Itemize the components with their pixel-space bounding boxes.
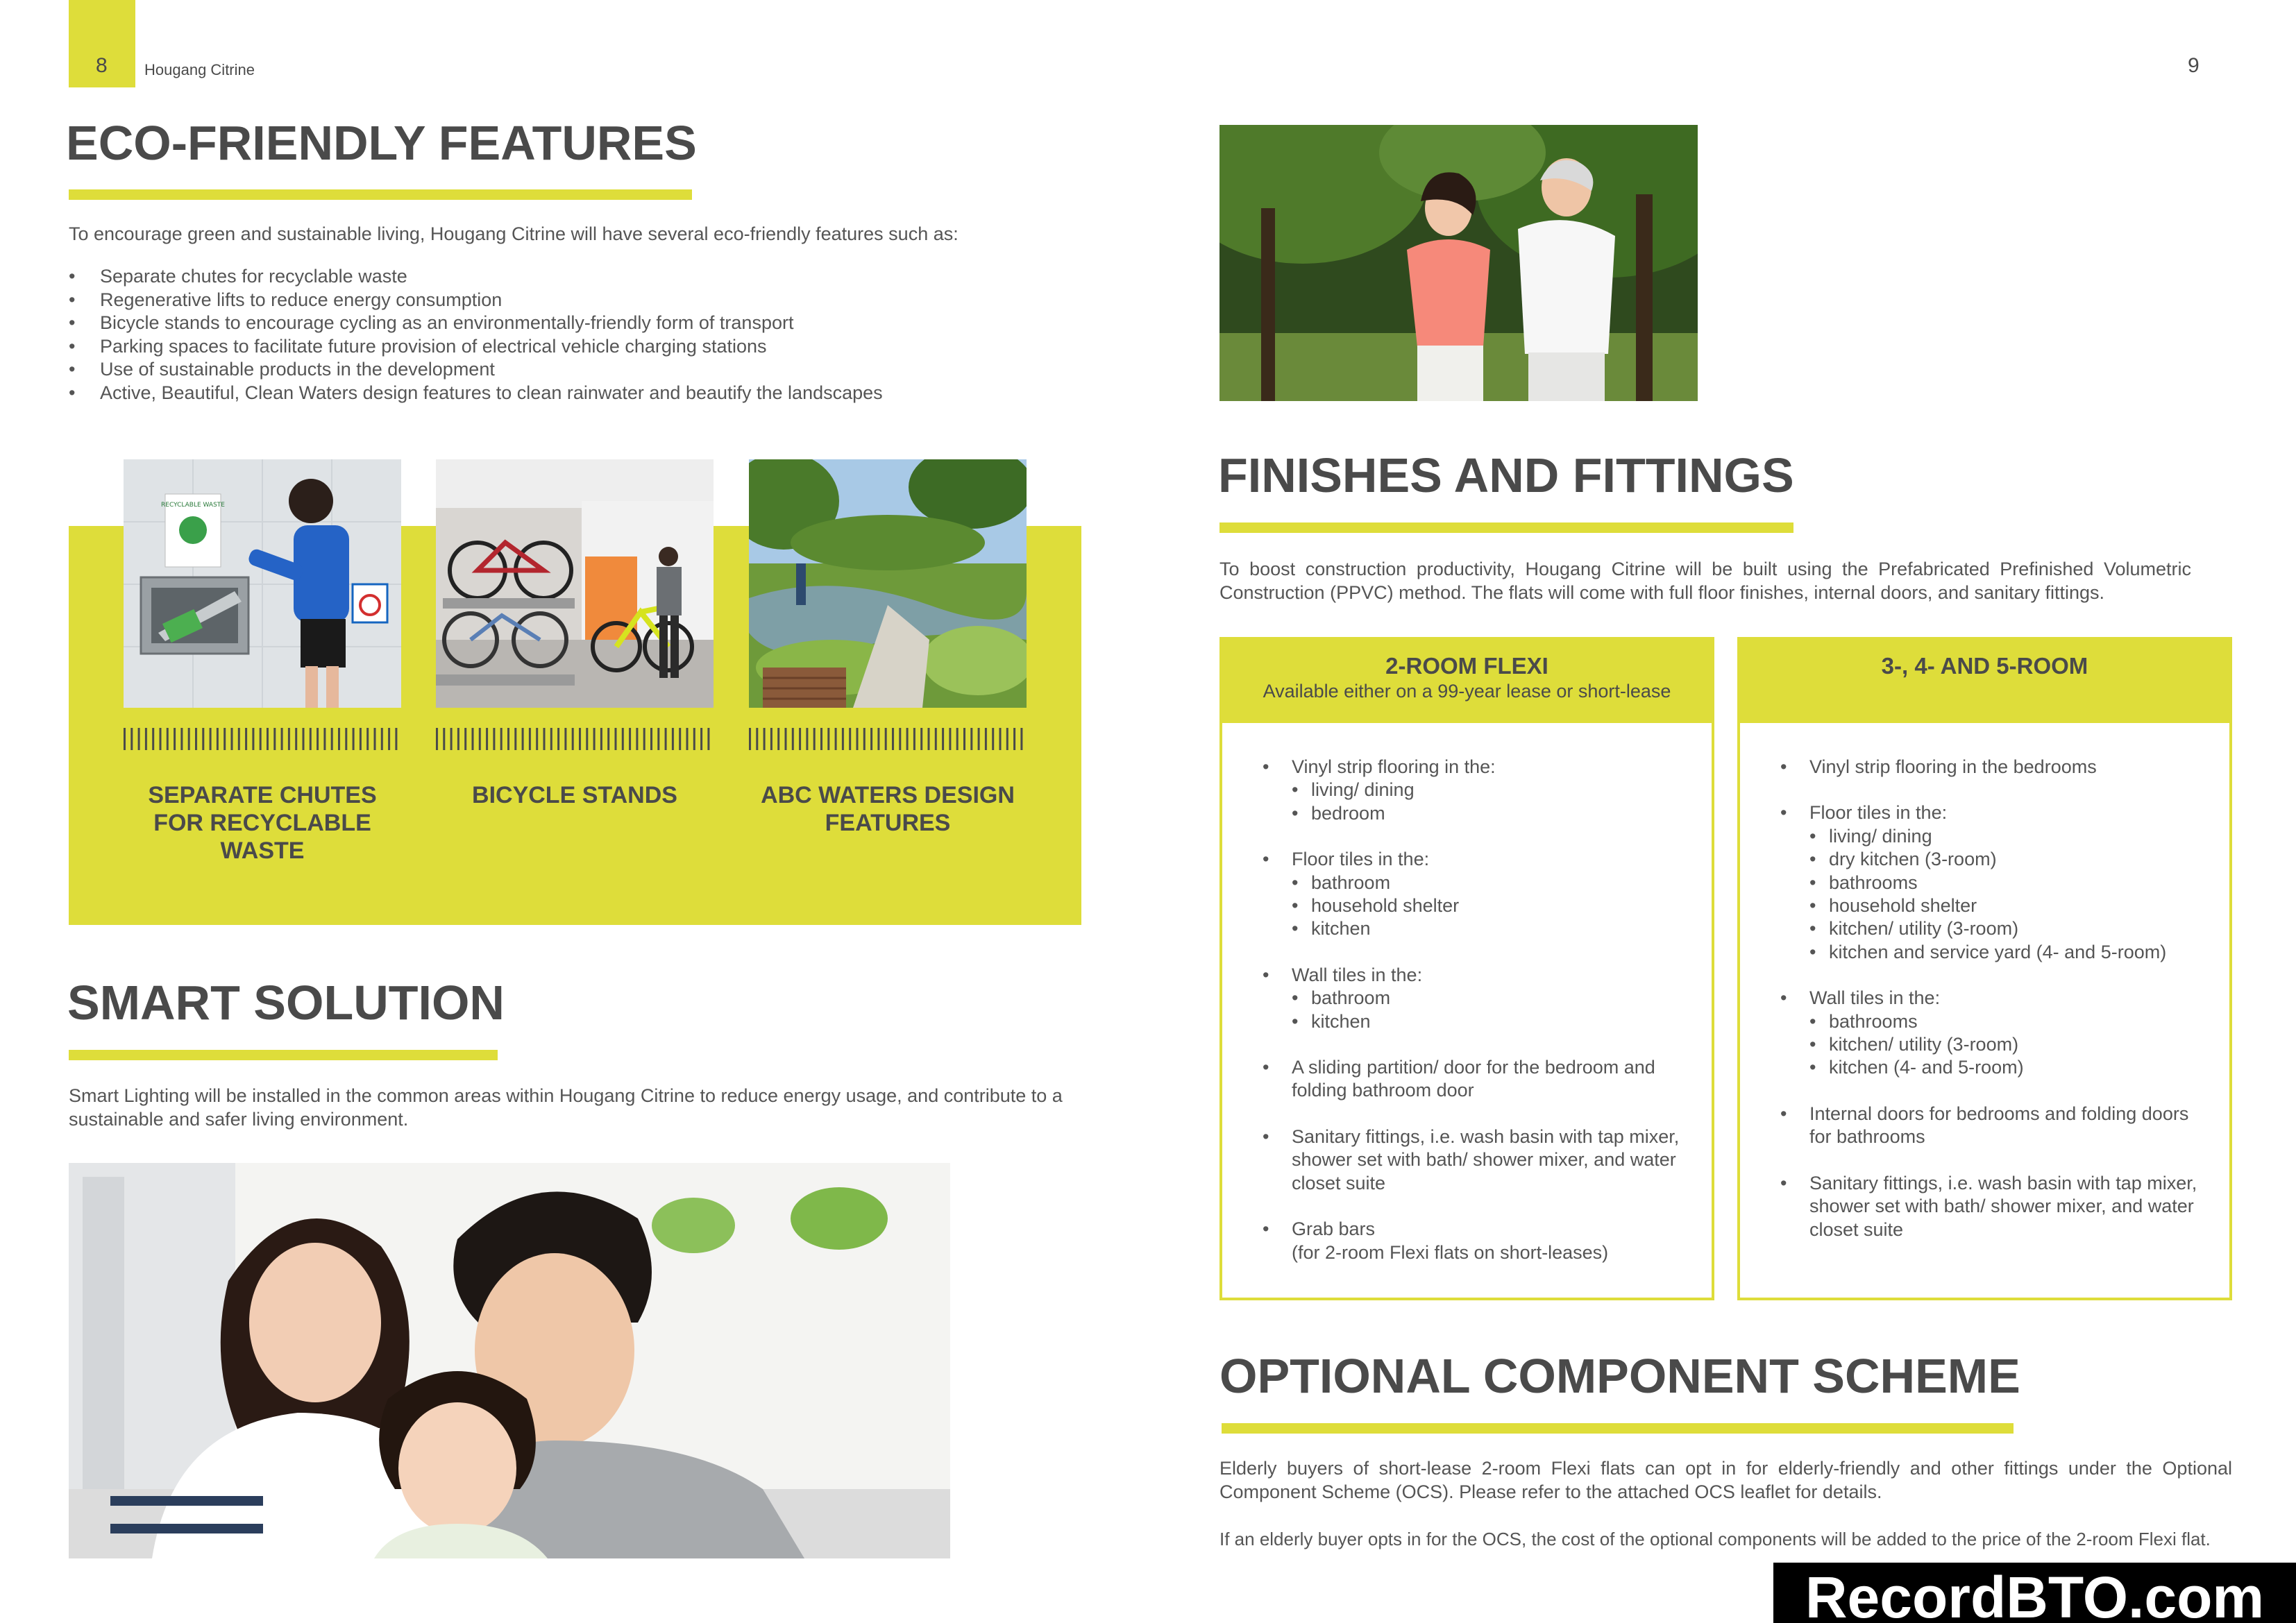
three-four-five-room-title: 3-, 4- AND 5-ROOM xyxy=(1881,653,2088,679)
decorative-divider xyxy=(124,728,401,750)
list-item: • bathrooms xyxy=(1809,872,2209,894)
list-item: • bathrooms xyxy=(1809,1010,2209,1033)
list-item: • Sanitary fittings, i.e. wash basin with tap mixer, shower set with bath/ shower mixer, and water closet suite xyxy=(1261,1125,1685,1195)
decorative-divider xyxy=(749,728,1027,750)
ocs-title-underline xyxy=(1222,1423,2014,1434)
left-page-number: 8 xyxy=(96,54,108,77)
list-item: • Use of sustainable products in the development xyxy=(69,358,1096,382)
ocs-paragraph-2: If an elderly buyer opts in for the OCS, the cost of the optional components will be added to the price of the 2-room Flexi flat. xyxy=(1219,1529,2211,1549)
list-item: • living/ dining xyxy=(1809,825,2209,848)
decorative-divider xyxy=(436,728,714,750)
list-item: • bathroom xyxy=(1292,872,1685,894)
two-room-flexi-list xyxy=(1261,756,1685,1287)
smart-title: SMART SOLUTION xyxy=(67,976,505,1030)
list-item: • Separate chutes for recyclable waste xyxy=(69,265,1096,289)
list-item: • Wall tiles in the: • bathrooms • kitchen/ utility (3-room) • kitchen (4- and 5-room) xyxy=(1779,987,2209,1080)
three-four-five-room-header xyxy=(1740,640,2229,723)
ocs-title: OPTIONAL COMPONENT SCHEME xyxy=(1219,1349,2020,1403)
list-item: • household shelter xyxy=(1292,894,1685,917)
list-item: • Bicycle stands to encourage cycling as an environmentally-friendly form of transport xyxy=(69,312,1096,335)
list-item: • bathroom xyxy=(1292,987,1685,1010)
list-item: • Wall tiles in the: • bathroom • kitchen xyxy=(1261,964,1685,1033)
list-item: • Parking spaces to facilitate future provision of electrical vehicle charging stations xyxy=(69,335,1096,359)
list-item: • Regenerative lifts to reduce energy consumption xyxy=(69,289,1096,312)
abc-waters-photo xyxy=(749,459,1027,708)
bicycle-stands-caption: BICYCLE STANDS xyxy=(472,782,677,808)
eco-feature-list xyxy=(69,265,1096,405)
finishes-title-underline xyxy=(1219,522,1793,533)
list-item: • kitchen xyxy=(1292,917,1685,940)
list-item: • Floor tiles in the: • bathroom • household shelter • kitchen xyxy=(1261,848,1685,941)
two-room-flexi-subtitle: Available either on a 99-year lease or short-lease xyxy=(1263,681,1671,702)
list-item: • kitchen and service yard (4- and 5-room) xyxy=(1809,941,2209,964)
list-item: • household shelter xyxy=(1809,894,2209,917)
three-four-five-room-box xyxy=(1737,637,2232,1300)
running-title: Hougang Citrine xyxy=(144,61,255,78)
eco-title: ECO-FRIENDLY FEATURES xyxy=(66,116,697,170)
ocs-paragraph-1: Elderly buyers of short-lease 2-room Flexi flats can opt in for elderly-friendly and other fittings under the Optional Component Scheme (OCS). Please refer to the attached OCS leaflet for details. xyxy=(1219,1458,2232,1502)
list-item: • Floor tiles in the: • living/ dining • dry kitchen (3-room) • bathrooms • household shelter • kitchen/ utility (3-room) • kitchen and service yard (4- and 5-room) xyxy=(1779,801,2209,964)
eco-intro: To encourage green and sustainable living, Hougang Citrine will have several eco-friendly features such as: xyxy=(69,223,959,244)
list-item: • Sanitary fittings, i.e. wash basin with tap mixer, shower set with bath/ shower mixer, and water closet suite xyxy=(1779,1172,2209,1241)
family-photo xyxy=(69,1163,950,1558)
list-item: • Vinyl strip flooring in the: • living/ dining • bedroom xyxy=(1261,756,1685,825)
two-room-flexi-header xyxy=(1222,640,1712,723)
finishes-intro: To boost construction productivity, Hougang Citrine will be built using the Prefabricated Prefinished Volumetric Construction (PPVC) method. The flats will come with full floor finishes, internal doors, and sanitary fittings. xyxy=(1219,559,2191,603)
list-item: • kitchen xyxy=(1292,1010,1685,1033)
elderly-couple-photo xyxy=(1219,125,1698,401)
list-item: • Grab bars (for 2-room Flexi flats on short-leases) xyxy=(1261,1218,1685,1264)
list-item: • living/ dining xyxy=(1292,779,1685,801)
bicycle-stands-photo xyxy=(436,459,714,708)
smart-text: Smart Lighting will be installed in the common areas within Hougang Citrine to reduce energy usage, and contribute to a sustainable and safer living environment. xyxy=(69,1085,1063,1130)
three-four-five-room-list xyxy=(1779,756,2209,1264)
two-room-flexi-box xyxy=(1219,637,1714,1300)
recycling-chutes-caption: SEPARATE CHUTES FOR RECYCLABLE WASTE xyxy=(148,782,377,864)
abc-waters-caption: ABC WATERS DESIGN FEATURES xyxy=(761,782,1015,836)
watermark: RecordBTO.com xyxy=(1773,1563,2296,1623)
recycling-chute-photo xyxy=(124,459,401,708)
list-item: • bedroom xyxy=(1292,802,1685,825)
smart-title-underline xyxy=(69,1050,498,1060)
recycling-sign-text: RECYCLABLE WASTE xyxy=(161,502,225,509)
right-page-number: 9 xyxy=(2188,54,2200,77)
list-item: • Active, Beautiful, Clean Waters design features to clean rainwater and beautify the landscapes xyxy=(69,382,1096,405)
list-item: • dry kitchen (3-room) xyxy=(1809,848,2209,871)
list-item: • kitchen (4- and 5-room) xyxy=(1809,1056,2209,1079)
finishes-title: FINISHES AND FITTINGS xyxy=(1218,448,1794,502)
list-item: • Internal doors for bedrooms and folding doors for bathrooms xyxy=(1779,1103,2209,1149)
list-item: • kitchen/ utility (3-room) xyxy=(1809,917,2209,940)
two-room-flexi-title: 2-ROOM FLEXI xyxy=(1385,653,1548,679)
list-item: • A sliding partition/ door for the bedroom and folding bathroom door xyxy=(1261,1056,1685,1103)
list-item: • Vinyl strip flooring in the bedrooms xyxy=(1779,756,2209,779)
list-item: • kitchen/ utility (3-room) xyxy=(1809,1033,2209,1056)
eco-title-underline xyxy=(69,189,692,200)
